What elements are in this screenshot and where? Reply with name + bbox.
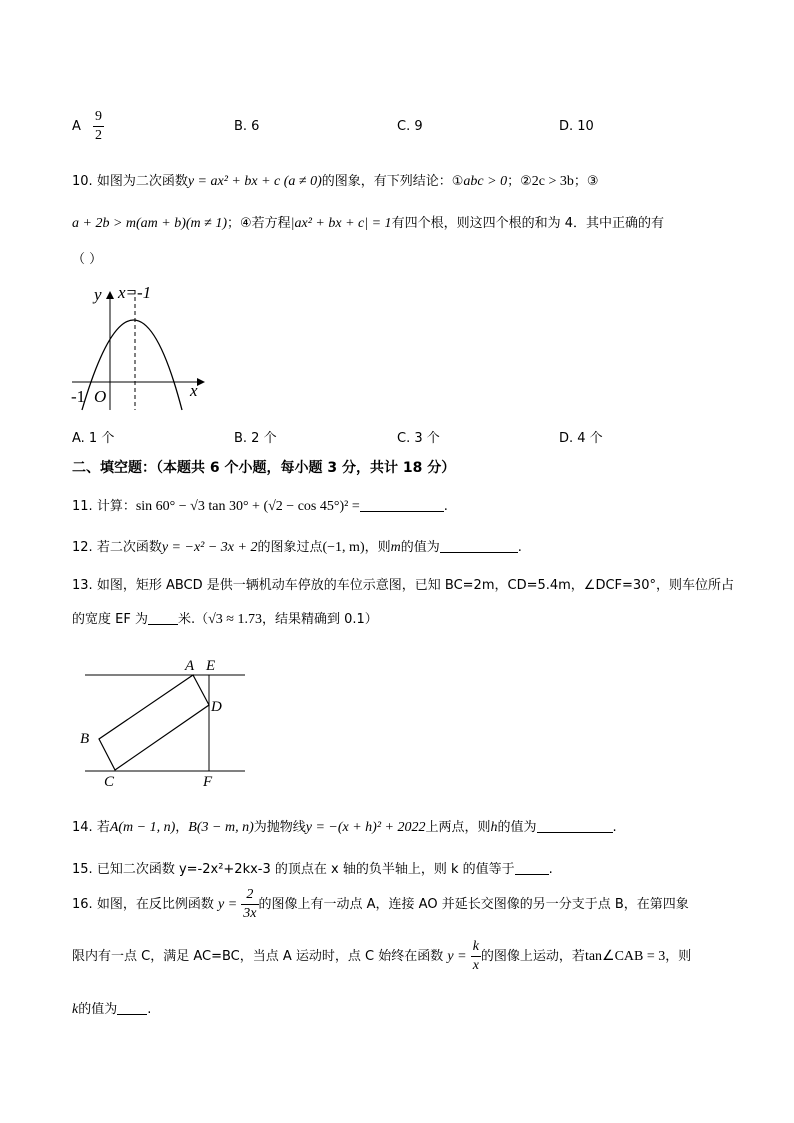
q10-option-c: C. 3 个 xyxy=(397,431,440,446)
option-label: A xyxy=(72,119,81,134)
q10-line-1 xyxy=(72,170,599,190)
question-text: 若 xyxy=(96,820,110,835)
label-f: F xyxy=(203,774,213,790)
q11 xyxy=(72,495,448,515)
question-text: 的图像上有一动点 A，连接 AO 并延长交图像的另一分支于点 B，在第四象 xyxy=(258,897,689,912)
question-text: ，则 xyxy=(665,949,692,964)
q16-line-1 xyxy=(72,888,689,921)
q9-option-b: B. 6 xyxy=(234,119,260,134)
formula: y = xyxy=(447,949,467,964)
formula: √3 ≈ 1.73 xyxy=(208,612,262,627)
question-text: ；② xyxy=(507,174,532,189)
q10-option-d: D. 4 个 xyxy=(559,431,603,446)
answer-blank xyxy=(148,612,178,625)
neg-one-label: -1 xyxy=(71,387,86,406)
q15 xyxy=(72,858,553,877)
y-axis-label: y xyxy=(94,285,102,304)
section-heading: 二、填空题：（本题共 6 个小题，每小题 3 分，共计 18 分） xyxy=(72,460,456,476)
formula: m xyxy=(390,540,401,555)
question-text: 米.（ xyxy=(177,612,209,627)
fraction-denominator: 3x xyxy=(243,906,257,921)
question-text: 若二次函数 xyxy=(96,540,162,555)
fraction-2-over-3x xyxy=(241,888,258,921)
question-text: ， xyxy=(175,820,189,835)
period: . xyxy=(517,540,522,555)
question-text: 为抛物线 xyxy=(253,820,306,835)
answer-blank xyxy=(117,1002,147,1015)
formula: A(m − 1, n) xyxy=(109,820,176,835)
q10-option-a: A. 1 个 xyxy=(72,431,115,446)
q9-option-d: D. 10 xyxy=(559,119,594,134)
answer-blank xyxy=(515,862,549,875)
formula: tan∠CAB = 3 xyxy=(584,949,666,964)
x-axis-label: x xyxy=(190,381,198,400)
answer-blank xyxy=(360,499,444,512)
fraction-numerator: 9 xyxy=(93,110,104,127)
fraction-numerator: 2 xyxy=(241,888,258,905)
formula: (−1, m) xyxy=(322,540,365,555)
fraction-k-over-x xyxy=(471,940,481,973)
origin-label: O xyxy=(94,387,107,406)
label-b: B xyxy=(80,731,90,747)
question-text: 已知二次函数 y=-2x²+2kx-3 的顶点在 x 轴的负半轴上，则 k 的值等于 xyxy=(96,862,515,877)
formula: h xyxy=(490,820,498,835)
answer-parentheses: （ ） xyxy=(72,252,103,267)
question-text: 的图象，有下列结论：① xyxy=(321,174,464,189)
period: . xyxy=(612,820,617,835)
formula: abc > 0 xyxy=(463,174,508,189)
answer-blank xyxy=(537,820,613,833)
formula: 2c > 3b xyxy=(531,174,574,189)
question-text: 的图象过点 xyxy=(257,540,323,555)
question-text: 如图，在反比例函数 xyxy=(96,897,214,912)
question-text: 的值为 xyxy=(497,820,537,835)
period: . xyxy=(147,1002,152,1017)
question-number: 12. xyxy=(72,540,93,555)
q13-line-1 xyxy=(72,574,734,593)
formula: a + 2b > m(am + b)(m ≠ 1) xyxy=(72,216,228,231)
q13-line-2 xyxy=(72,608,378,628)
label-a: A xyxy=(185,658,195,674)
q10-line-2 xyxy=(72,212,664,232)
q16-line-2 xyxy=(72,940,691,973)
answer-blank xyxy=(440,540,518,553)
label-d: D xyxy=(211,699,222,715)
question-text: 的宽度 EF 为 xyxy=(72,612,148,627)
question-text: 计算： xyxy=(96,499,136,514)
question-number: 13. xyxy=(72,578,93,593)
question-text: 如图，矩形 ABCD 是供一辆机动车停放的车位示意图，已知 BC=2m，CD=5.4m，∠DCF=30°，则车位所占 xyxy=(96,578,734,593)
formula: y = ax² + bx + c (a ≠ 0) xyxy=(187,174,322,189)
formula: y = −(x + h)² + 2022 xyxy=(305,820,426,835)
question-text: ，结果精确到 0.1） xyxy=(261,612,378,627)
q9-option-c: C. 9 xyxy=(397,119,423,134)
label-e: E xyxy=(206,658,216,674)
q10-option-b: B. 2 个 xyxy=(234,431,277,446)
question-text: 如图为二次函数 xyxy=(96,174,188,189)
q16-line-3 xyxy=(72,998,151,1018)
question-text: 有四个根，则这四个根的和为 4．其中正确的有 xyxy=(391,216,664,231)
question-text: 的值为 xyxy=(400,540,440,555)
symmetry-label: x=-1 xyxy=(118,283,152,302)
formula: y = xyxy=(217,897,238,912)
question-text: 限内有一点 C，满足 AC=BC，当点 A 运动时，点 C 始终在函数 xyxy=(72,949,444,964)
fraction-denominator: x xyxy=(472,958,479,973)
fraction-denominator: 2 xyxy=(95,128,103,143)
fraction-numerator: k xyxy=(471,940,481,957)
label-c: C xyxy=(104,774,115,790)
question-number: 11. xyxy=(72,499,93,514)
question-text: 的值为 xyxy=(78,1002,118,1017)
question-text: 的图像上运动，若 xyxy=(480,949,585,964)
question-text: ，则 xyxy=(364,540,391,555)
q14 xyxy=(72,816,617,836)
formula: k xyxy=(72,1002,79,1017)
question-number: 14. xyxy=(72,820,93,835)
formula: |ax² + bx + c| = 1 xyxy=(290,216,392,231)
question-number: 15. xyxy=(72,862,93,877)
question-number: 16. xyxy=(72,897,93,912)
parabola-graph xyxy=(68,278,208,413)
period: . xyxy=(443,499,448,514)
question-text: ；④若方程 xyxy=(227,216,291,231)
q12 xyxy=(72,536,522,556)
period: . xyxy=(548,862,553,877)
question-number: 10. xyxy=(72,174,93,189)
formula: y = −x² − 3x + 2 xyxy=(161,540,258,555)
formula: sin 60° − √3 tan 30° + (√2 − cos 45°)² = xyxy=(135,499,360,514)
question-text: ；③ xyxy=(573,174,599,189)
formula: B(3 − m, n) xyxy=(188,820,254,835)
question-text: 上两点，则 xyxy=(425,820,491,835)
fraction-9-over-2 xyxy=(93,110,104,143)
q9-option-a xyxy=(72,110,104,143)
rectangle-abcd xyxy=(99,675,209,770)
parking-space-figure xyxy=(75,650,250,790)
